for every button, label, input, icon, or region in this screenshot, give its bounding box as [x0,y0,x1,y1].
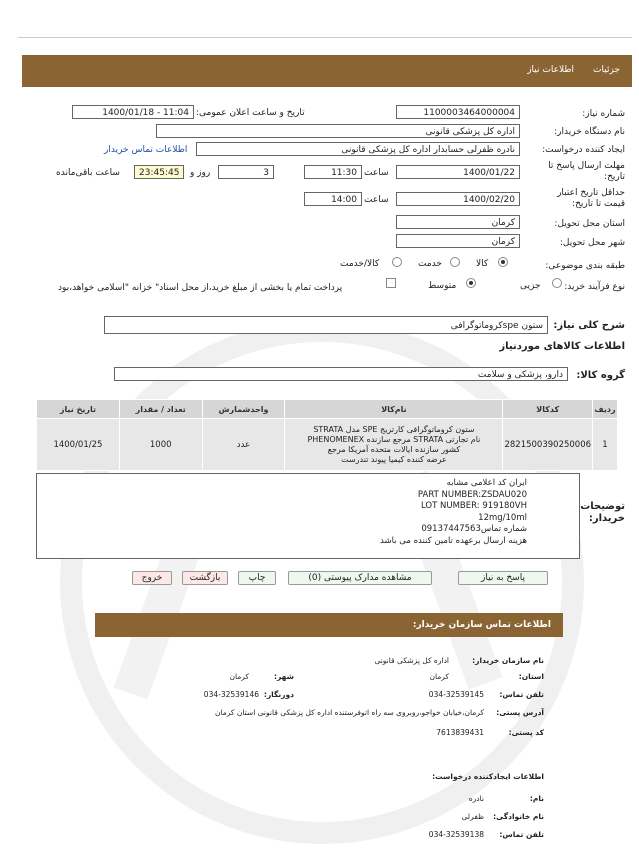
name-line: کشور سازنده ایالات متحده آمریکا مرجع [327,444,461,454]
price-validity-hour-label: ساعت [364,195,389,205]
category-both-label: کالا/خدمت [340,259,380,269]
category-goods-label: کالا [476,259,489,269]
goods-info-title: اطلاعات کالاهای موردنیاز [499,341,625,352]
cell-name [285,419,503,471]
table-row [37,419,618,471]
creator-label: ایجاد کننده درخواست: [542,145,625,155]
cell-qty: 1000 [119,419,202,471]
buyer-org-label: نام دستگاه خریدار: [554,127,625,137]
category-service-radio[interactable] [450,257,460,267]
buyer-org-field: اداره کل پزشکی قانونی [156,124,520,138]
postal-label: کد پستی: [508,728,544,737]
note-line: ایران کد اعلامی مشابه [446,478,527,488]
exit-button[interactable]: خروج [132,571,172,585]
name-line: ستون کروماتوگرافی کارتریج SPE مدل STRATA [313,424,475,434]
province-field: کرمان [396,215,520,229]
col-qty: تعداد / مقدار [119,400,202,419]
process-partial-label: جزیی [520,281,541,291]
deadline-label: مهلت ارسال پاسخ تا تاریخ: [548,161,625,182]
deadline-hour-field: 11:30 [304,165,362,179]
deadline-hour-label: ساعت [364,168,389,178]
buyer-notes-label: توضیحات خریدار: [580,501,625,524]
goods-group-label: گروه کالا: [576,370,625,381]
header-bar [22,55,632,87]
city-label: شهر محل تحویل: [559,238,625,248]
buyer-notes-text [380,478,527,547]
need-number-label: شماره نیاز: [582,109,625,119]
price-validity-hour-field: 14:00 [304,192,362,206]
remaining-time-field: 23:45:45 [134,165,184,179]
note-line: شماره تماس09137447563 [421,524,527,534]
creator-field: نادره ظفرلی حسابدار اداره کل پزشکی قانونی [196,142,520,156]
goods-table [36,399,618,471]
note-line: هزینه ارسال برعهده تامین کننده می باشد [380,535,527,546]
address-label: آدرس پستی: [496,708,544,717]
category-both-radio[interactable] [392,257,402,267]
tab-details[interactable]: جزئیات [593,65,620,75]
buyer-notes-box [36,473,580,559]
col-date: تاریخ نیاز [37,400,120,419]
contact-city-label: شهر: [274,672,294,681]
contact-province-value: کرمان [429,672,449,681]
goods-group-field: دارو، پزشکی و سلامت [114,367,568,381]
fax-value: 034-32539146 [203,690,259,699]
first-name-value: نادره [468,794,484,803]
last-name-label: نام خانوادگی: [493,812,544,821]
col-name: نام‌کالا [285,400,503,419]
contact-header [95,613,563,637]
fax-label: دورنگار: [263,690,294,699]
city-field: کرمان [396,234,520,248]
tab-need-info[interactable]: اطلاعات نیاز [527,65,574,75]
creator-phone-value: 034-32539138 [428,830,484,839]
name-line: عرضه کننده کیمیا پیوند تندرست [341,454,447,464]
buyer-name-label: نام سازمان خریدار: [472,656,544,665]
phone-label: تلفن تماس: [499,690,544,699]
cell-code: 2821500390250006 [503,419,593,471]
top-divider [18,37,632,38]
col-code: کدکالا [503,400,593,419]
address-value: کرمان،خیابان خواجو،روبروی سه راه اتوفرستنده اداره کل پزشکی قانونی استان کرمان [214,708,484,717]
back-button[interactable]: بازگشت [182,571,228,585]
days-label: روز و [190,168,211,178]
announce-label: تاریخ و ساعت اعلان عمومی: [196,108,305,118]
process-medium-radio[interactable] [466,278,476,288]
process-label: نوع فرآیند خرید: [564,282,625,292]
note-line: PART NUMBER:ZSDAU020 [417,489,527,500]
creator-info-title: اطلاعات ایجادکننده درخواست: [432,772,544,781]
creator-phone-label: تلفن تماس: [499,830,544,839]
col-unit: واحدشمارش [202,400,285,419]
announce-field: 1400/01/18 - 11:04 [72,105,194,119]
note-line: LOT NUMBER: 919180VH [421,501,527,511]
cell-date: 1400/01/25 [37,419,120,471]
cell-row: 1 [593,419,618,471]
phone-value: 034-32539145 [428,690,484,699]
category-label: طبقه بندی موضوعی: [545,261,625,271]
attachments-button[interactable]: مشاهده مدارک پیوستی (0) [288,571,432,585]
payment-checkbox[interactable] [386,278,396,288]
need-number-field: 1100003464000004 [396,105,520,119]
name-line: نام تجارتی STRATA مرجع سازنده PHENOMENEX [307,434,481,444]
cell-unit: عدد [202,419,285,471]
process-partial-radio[interactable] [552,278,562,288]
category-service-label: خدمت [418,259,442,269]
first-name-label: نام: [529,794,544,803]
reply-button[interactable]: پاسخ به نیاز [458,571,548,585]
col-row: ردیف [593,400,618,419]
payment-note: پرداخت تمام یا بخشی از مبلغ خرید،از محل اسناد" خزانه "اسلامی خواهد،بود [58,283,343,293]
postal-value: 7613839431 [436,728,484,737]
buyer-name-value: اداره کل پزشکی قانونی [374,656,449,665]
price-validity-label: حداقل تاریخ اعتبار قیمت تا تاریخ: [557,188,625,209]
last-name-value: ظفرلی [461,812,484,821]
process-medium-label: متوسط [428,281,457,291]
category-goods-radio[interactable] [498,257,508,267]
note-line: 12mg/10ml [478,512,527,523]
contact-title: اطلاعات تماس سازمان خریدار: [412,620,551,630]
price-validity-date-field: 1400/02/20 [396,192,520,206]
print-button[interactable]: چاپ [238,571,276,585]
remaining-label: ساعت باقی‌مانده [56,168,120,178]
deadline-date-field: 1400/01/22 [396,165,520,179]
contact-city-value: کرمان [229,672,249,681]
buyer-contact-link[interactable]: اطلاعات تماس خریدار [104,145,188,155]
contact-province-label: استان: [518,672,544,681]
general-desc-field: ستون speکروماتوگرافی [104,316,548,334]
days-field: 3 [218,165,274,179]
province-label: استان محل تحویل: [554,219,625,229]
general-desc-label: شرح کلی نیاز: [553,320,625,331]
